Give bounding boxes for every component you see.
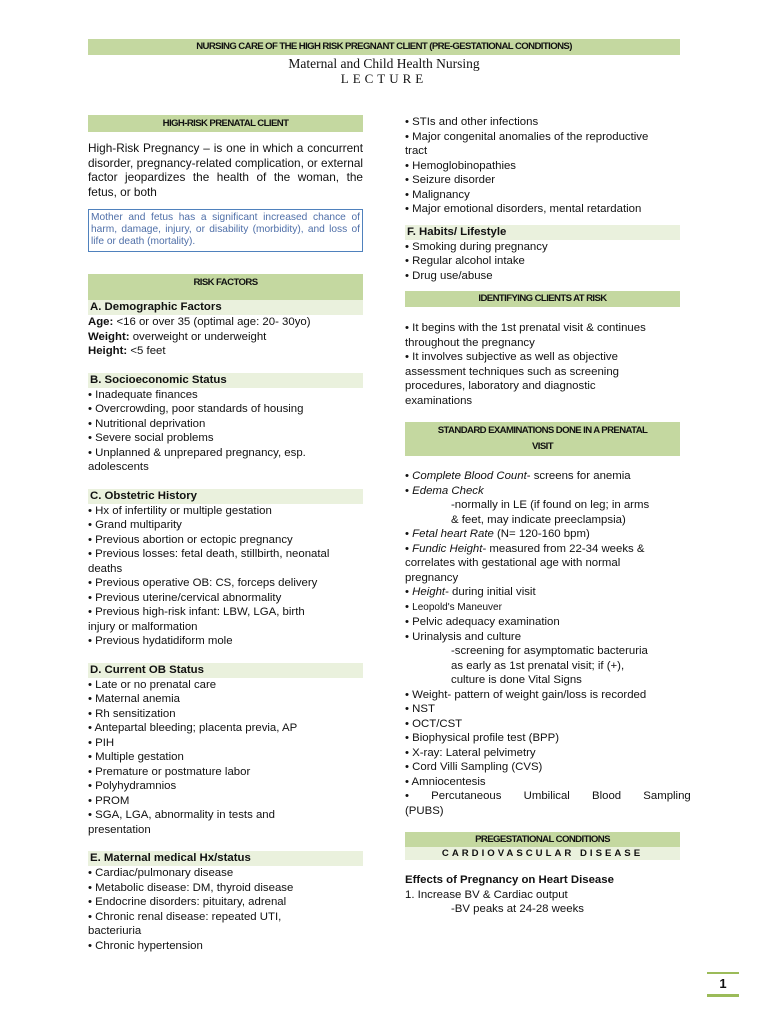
list-subitem: -BV peaks at 24-28 weeks bbox=[451, 903, 584, 915]
heading-socioeconomic-status: B. Socioeconomic Status bbox=[88, 373, 363, 388]
list-item: • Chronic renal disease: repeated UTI, bbox=[88, 910, 282, 923]
age-line: Age: <16 or over 35 (optimal age: 20- 30yo) bbox=[88, 316, 311, 328]
list-item: • Previous losses: fetal death, stillbirth, neonatal bbox=[88, 548, 330, 560]
list-item: • Previous uterine/cervical abnormality bbox=[88, 591, 282, 604]
section-title-line: STANDARD EXAMINATIONS DONE IN A PRENATAL bbox=[437, 425, 648, 436]
list-item: • Multiple gestation bbox=[88, 751, 184, 763]
list-subitem: & feet, may indicate preeclampsia) bbox=[451, 513, 626, 526]
list-item: • PIH bbox=[88, 736, 115, 749]
list-item: • Antepartal bleeding; placenta previa, AP bbox=[88, 722, 298, 734]
list-subitem: culture is done Vital Signs bbox=[451, 674, 582, 686]
section-title-risk-factors: RISK FACTORS bbox=[88, 274, 363, 300]
list-item: • Metabolic disease: DM, thyroid disease bbox=[88, 881, 294, 894]
list-item: • SGA, LGA, abnormality in tests and bbox=[88, 809, 275, 821]
effects-heading: Effects of Pregnancy on Heart Disease bbox=[405, 874, 614, 886]
list-item: • Regular alcohol intake bbox=[405, 255, 525, 267]
heading-habits-lifestyle: F. Habits/ Lifestyle bbox=[405, 225, 680, 240]
list-item: • Endocrine disorders: pituitary, adrenal bbox=[88, 896, 287, 908]
list-item: • X-ray: Lateral pelvimetry bbox=[405, 746, 536, 759]
list-item: • Cord Villi Sampling (CVS) bbox=[405, 761, 543, 773]
list-item-continuation: correlates with gestational age with normal bbox=[405, 557, 621, 569]
list-item: • Hx of infertility or multiple gestation bbox=[88, 504, 272, 517]
examinations-list bbox=[405, 469, 691, 818]
list-item: • OCT/CST bbox=[405, 717, 463, 730]
list-item-pubs: • Percutaneous Umbilical Blood Sampling bbox=[405, 790, 691, 802]
list-item: • Maternal anemia bbox=[88, 693, 180, 705]
section-title-identifying-clients: IDENTIFYING CLIENTS AT RISK bbox=[405, 291, 680, 307]
list-item: • It involves subjective as well as objective bbox=[405, 351, 618, 363]
list-item-leopold: • Leopold's Maneuver bbox=[405, 600, 502, 613]
list-item-edema: • Edema Check bbox=[405, 484, 484, 497]
document-header-title: NURSING CARE OF THE HIGH RISK PREGNANT CLIENT (PRE-GESTATIONAL CONDITIONS) bbox=[88, 39, 680, 55]
list-item-continuation: pregnancy bbox=[405, 571, 459, 584]
list-item-cbc: • Complete Blood Count- screens for anemia bbox=[405, 470, 631, 482]
list-item: • Cardiac/pulmonary disease bbox=[88, 867, 234, 879]
height-line: Height: <5 feet bbox=[88, 345, 166, 357]
list-item: • Inadequate finances bbox=[88, 388, 198, 401]
list-item: • Overcrowding, poor standards of housing bbox=[88, 403, 304, 415]
list-item: • Nutritional deprivation bbox=[88, 417, 206, 430]
heading-obstetric-history: C. Obstetric History bbox=[88, 489, 363, 504]
list-item: adolescents bbox=[88, 461, 149, 473]
list-item: • Rh sensitization bbox=[88, 707, 176, 720]
list-item: • PROM bbox=[88, 794, 130, 807]
list-item: • Biophysical profile test (BPP) bbox=[405, 732, 560, 744]
maternal-medical-list bbox=[88, 866, 363, 953]
list-item: examinations bbox=[405, 394, 473, 407]
list-item-fhr: • Fetal heart Rate (N= 120-160 bpm) bbox=[405, 528, 590, 540]
list-item-continuation: (PUBS) bbox=[405, 804, 444, 817]
socioeconomic-list bbox=[88, 388, 363, 475]
mortality-note-box: Mother and fetus has a significant increased chance of harm, damage, injury, or disability (morbidity), and loss of life or death (mortality). bbox=[88, 209, 363, 252]
section-title-high-risk-prenatal: HIGH-RISK PRENATAL CLIENT bbox=[88, 115, 363, 132]
list-item: • Severe social problems bbox=[88, 432, 214, 444]
list-item: • Polyhydramnios bbox=[88, 780, 177, 792]
section-title-standard-examinations bbox=[405, 422, 680, 456]
list-item: • Grand multiparity bbox=[88, 519, 182, 531]
right-column bbox=[405, 115, 691, 917]
left-column bbox=[88, 115, 363, 953]
high-risk-definition: High-Risk Pregnancy – is one in which a concurrent disorder, pregnancy-related complication, or external factor jeopardizes the health of the woman, the fetus, or both bbox=[88, 141, 363, 199]
list-subitem: -screening for asymptomatic bacteruria bbox=[451, 645, 648, 657]
list-item: • Premature or postmature labor bbox=[88, 765, 251, 778]
list-item: • Urinalysis and culture bbox=[405, 630, 522, 643]
subsection-title-cardiovascular: CARDIOVASCULAR DISEASE bbox=[405, 847, 680, 860]
list-item: • Previous abortion or ectopic pregnancy bbox=[88, 533, 293, 546]
list-item: procedures, laboratory and diagnostic bbox=[405, 380, 596, 392]
list-item: • Previous high-risk infant: LBW, LGA, birth bbox=[88, 606, 305, 618]
weight-line: Weight: overweight or underweight bbox=[88, 330, 267, 343]
list-item: • Chronic hypertension bbox=[88, 939, 203, 952]
list-item: deaths bbox=[88, 562, 123, 575]
list-item: • Hemoglobinopathies bbox=[405, 159, 517, 172]
obstetric-history-list bbox=[88, 504, 363, 649]
lecture-label: LECTURE bbox=[340, 71, 428, 86]
habits-list bbox=[405, 240, 680, 284]
current-ob-list bbox=[88, 678, 363, 838]
list-item: • Seizure disorder bbox=[405, 174, 496, 186]
list-item: • STIs and other infections bbox=[405, 116, 539, 128]
list-item: • Previous operative OB: CS, forceps delivery bbox=[88, 577, 318, 589]
risk-factors-continued-list bbox=[405, 115, 680, 217]
list-item: injury or malformation bbox=[88, 620, 198, 633]
list-subitem: -normally in LE (if found on leg; in arms bbox=[451, 499, 650, 511]
heading-current-ob-status: D. Current OB Status bbox=[88, 663, 363, 678]
list-item: assessment techniques such as screening bbox=[405, 365, 620, 378]
section-title-line: VISIT bbox=[532, 441, 553, 452]
heading-demographic-factors: A. Demographic Factors bbox=[88, 300, 363, 315]
list-item: 1. Increase BV & Cardiac output bbox=[405, 888, 568, 901]
list-item: • Major emotional disorders, mental retardation bbox=[405, 203, 642, 215]
identifying-list bbox=[405, 321, 680, 408]
list-item: • Amniocentesis bbox=[405, 775, 486, 788]
list-item: • NST bbox=[405, 703, 435, 715]
list-item: tract bbox=[405, 145, 428, 157]
list-item-fundic: • Fundic Height- measured from 22-34 weeks & bbox=[405, 542, 645, 555]
list-item: • Previous hydatidiform mole bbox=[88, 635, 233, 647]
list-item: presentation bbox=[88, 823, 151, 836]
list-item: • Malignancy bbox=[405, 188, 470, 201]
list-item: • Drug use/abuse bbox=[405, 269, 493, 282]
list-item: • Smoking during pregnancy bbox=[405, 240, 548, 253]
list-item-height: • Height- during initial visit bbox=[405, 586, 536, 598]
list-item: • Late or no prenatal care bbox=[88, 678, 217, 691]
course-subtitle: Maternal and Child Health Nursing bbox=[288, 56, 480, 71]
list-item: • Unplanned & unprepared pregnancy, esp. bbox=[88, 446, 306, 459]
heading-maternal-medical-status: E. Maternal medical Hx/status bbox=[88, 851, 363, 866]
list-item: • Major congenital anomalies of the reproductive bbox=[405, 130, 649, 143]
heart-disease-effects bbox=[405, 873, 680, 917]
section-title-pregestational: PREGESTATIONAL CONDITIONS bbox=[405, 832, 680, 847]
list-item: bacteriuria bbox=[88, 925, 142, 937]
page-number: 1 bbox=[707, 972, 739, 997]
list-item: • It begins with the 1st prenatal visit & continues bbox=[405, 322, 646, 334]
list-subitem: as early as 1st prenatal visit; if (+), bbox=[451, 659, 625, 672]
list-item: • Weight- pattern of weight gain/loss is recorded bbox=[405, 688, 647, 701]
list-item: • Pelvic adequacy examination bbox=[405, 616, 560, 628]
list-item: throughout the pregnancy bbox=[405, 336, 535, 349]
